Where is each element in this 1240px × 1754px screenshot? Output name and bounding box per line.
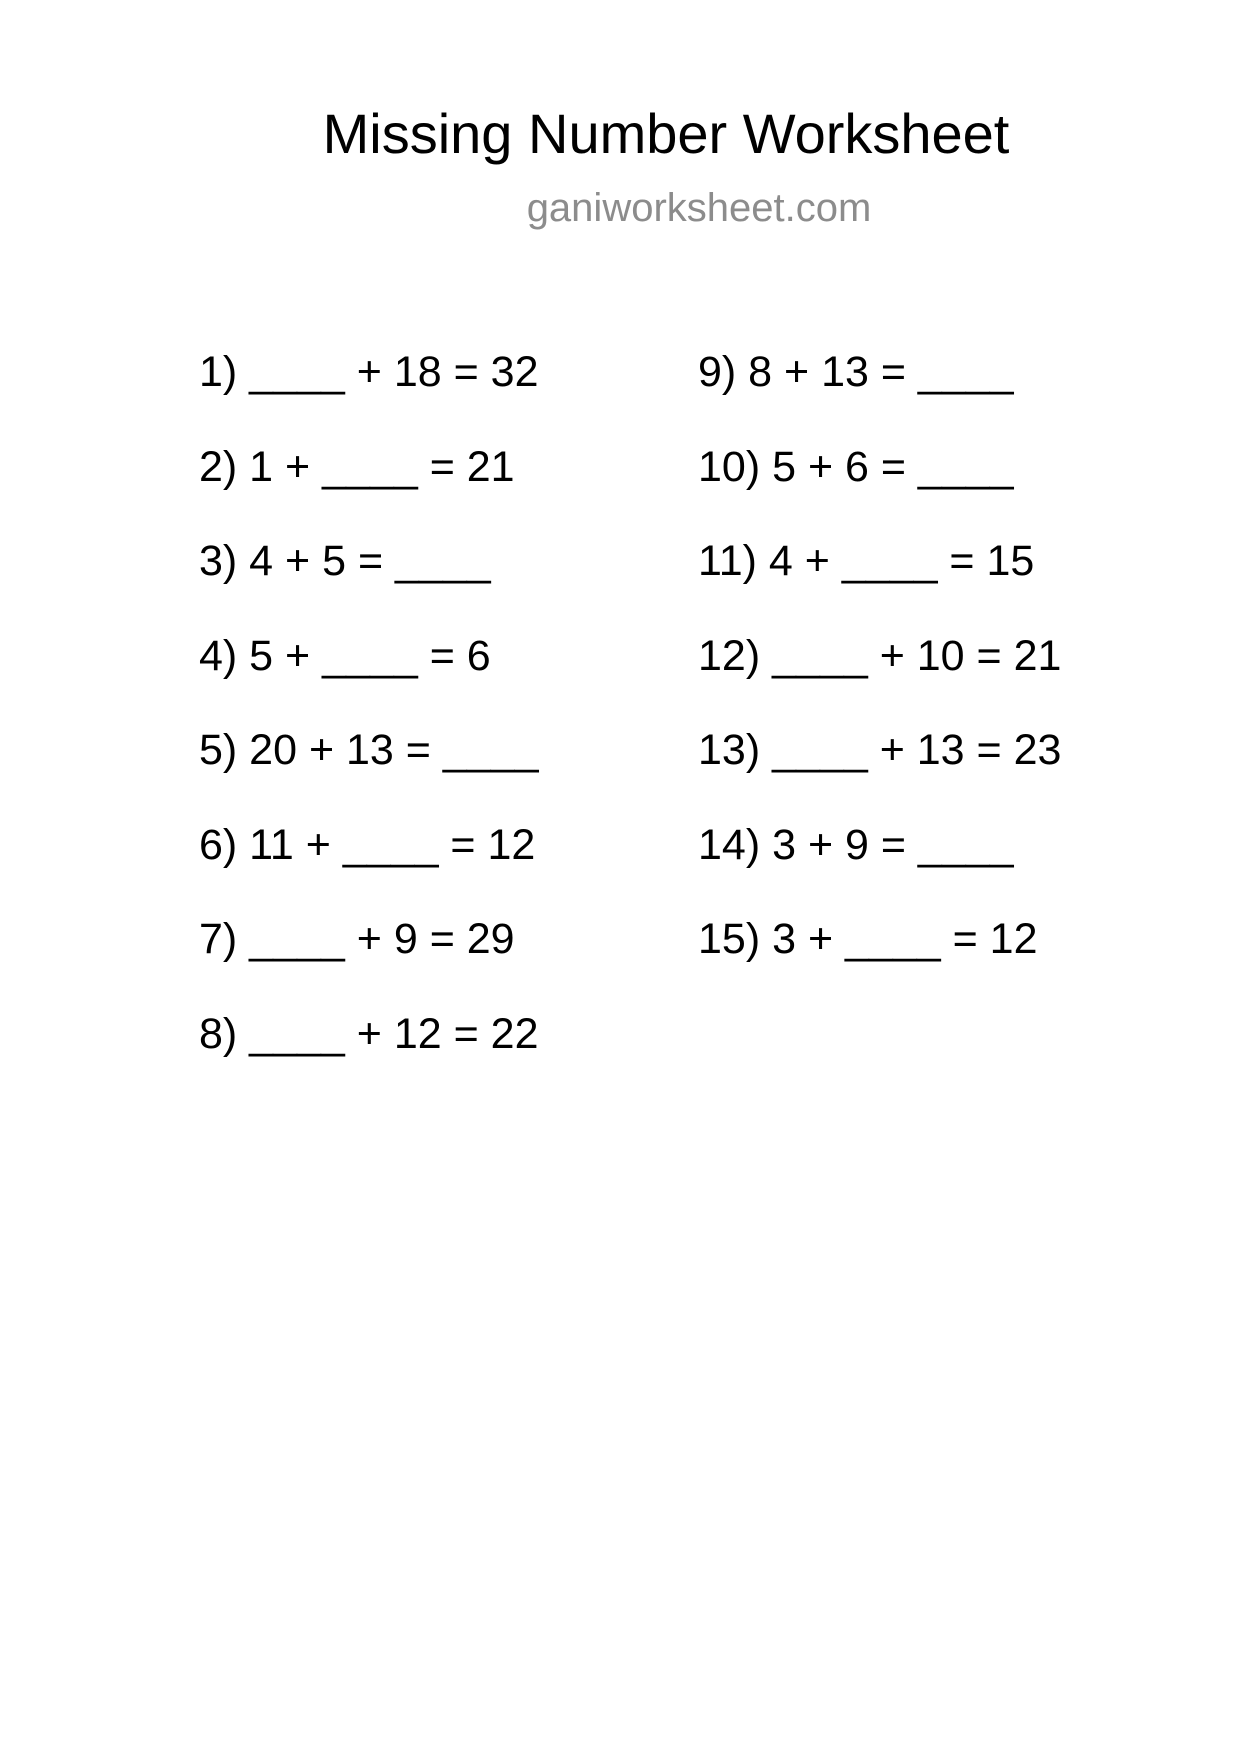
problems-right-column [698, 346, 1061, 1008]
problem-1: 1) ____ + 18 = 32 [199, 348, 539, 396]
problem-5: 5) 20 + 13 = ____ [199, 726, 539, 774]
problem-15: 15) 3 + ____ = 12 [698, 915, 1038, 963]
problem-8: 8) ____ + 12 = 22 [199, 1009, 539, 1058]
problem-4: 4) 5 + ____ = 6 [199, 631, 491, 680]
problem-9: 9) 8 + 13 = ____ [698, 348, 1014, 396]
problem-6: 6) 11 + ____ = 12 [199, 820, 536, 869]
problems-left-column [199, 346, 539, 1102]
problem-13: 13) ____ + 13 = 23 [698, 726, 1062, 774]
worksheet-title: Missing Number Worksheet [322, 102, 1010, 165]
problem-11: 11) 4 + ____ = 15 [698, 537, 1035, 585]
problem-2: 2) 1 + ____ = 21 [199, 442, 515, 491]
problem-3: 3) 4 + 5 = ____ [199, 537, 491, 585]
site-url: ganiworksheet.com [526, 186, 872, 230]
problem-14: 14) 3 + 9 = ____ [698, 820, 1014, 869]
problem-12: 12) ____ + 10 = 21 [698, 631, 1062, 680]
problem-7: 7) ____ + 9 = 29 [199, 915, 515, 963]
problem-10: 10) 5 + 6 = ____ [698, 442, 1014, 491]
